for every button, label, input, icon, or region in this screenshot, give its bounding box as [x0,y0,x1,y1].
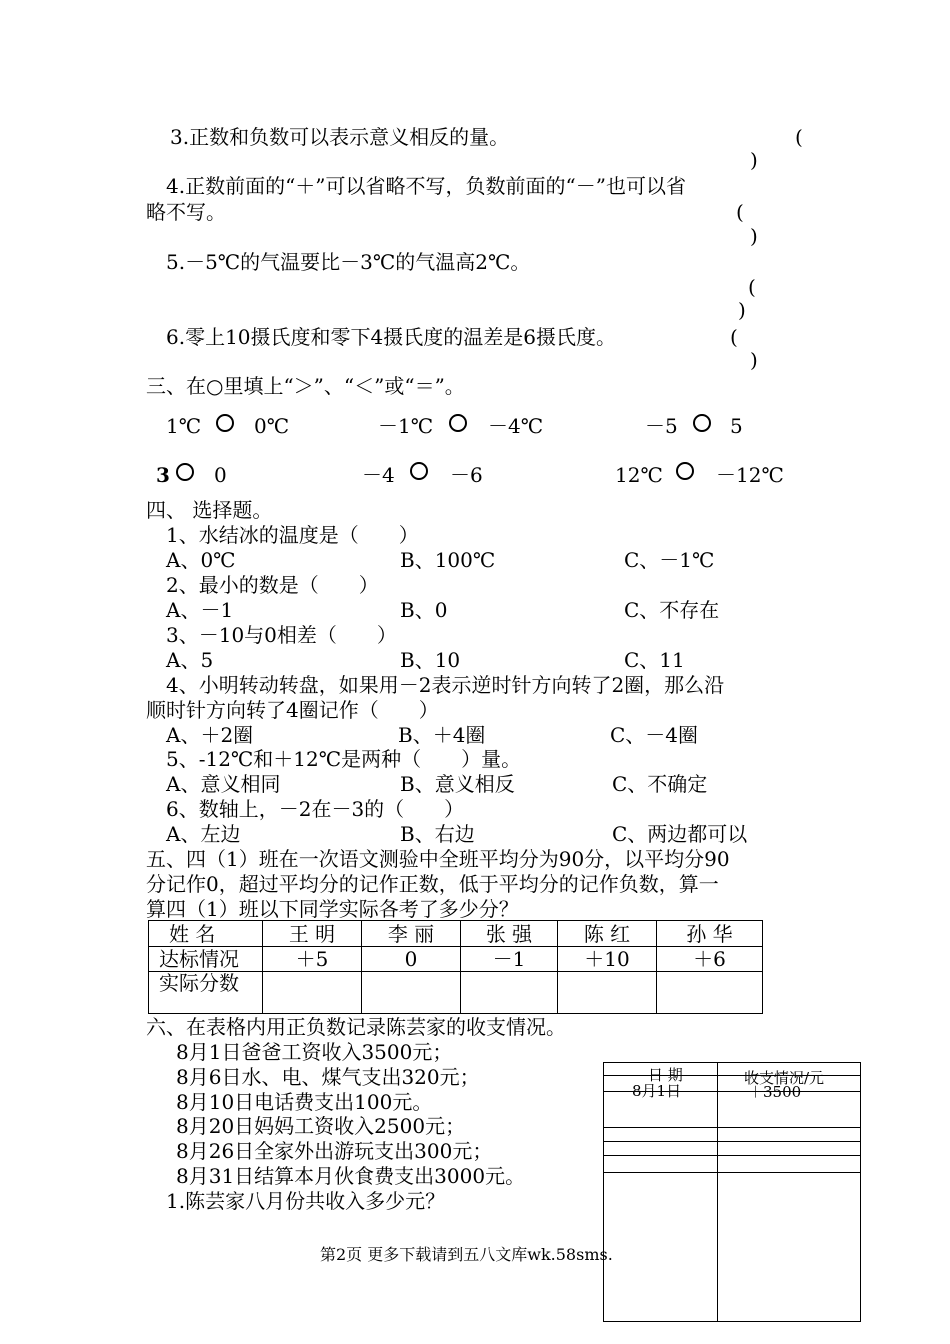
judge-q4-paren-close: ) [750,224,758,248]
compare-5-left: －4 [362,463,395,487]
table-cell: ＋6 [657,947,763,972]
ledger-amount: ＋3500 [748,1083,802,1101]
table-row [149,972,763,1014]
list-item: 8月26日全家外出游玩支出300元； [176,1139,493,1163]
ledger-divider [717,1063,718,1321]
choice-q2-a: A、－1 [166,598,234,622]
ledger-rule [604,1155,860,1156]
compare-circle[interactable] [693,414,711,432]
judge-q3-paren-open: ( [795,125,803,149]
choice-q1-a: A、0℃ [166,548,236,572]
table-header: 王 明 [263,921,362,947]
table-header: 陈 红 [558,921,657,947]
table-header: 李 丽 [362,921,461,947]
section6-question: 1.陈芸家八月份共收入多少元？ [166,1189,446,1213]
compare-4-right: 0 [214,463,227,487]
answer-cell[interactable] [362,972,461,1014]
list-item: 8月10日电话费支出100元。 [176,1090,433,1114]
choice-q3-a: A、5 [166,648,214,672]
table-row [149,921,763,947]
page-footer: 第2页 更多下载请到五八文库wk.58sms. [320,1245,613,1264]
compare-1-left: 1℃ [166,414,202,438]
section5-line1: 五、四（1）班在一次语文测验中全班平均分为90分，以平均分90 [146,847,730,871]
choice-q2-b: B、0 [400,598,448,622]
answer-cell[interactable] [657,972,763,1014]
ledger-table [603,1062,861,1322]
compare-6-right: －12℃ [716,463,784,487]
section3-title: 三、在○里填上“＞”、“＜”或“＝”。 [146,374,465,398]
table-cell: ＋5 [263,947,362,972]
table-header: 张 强 [461,921,558,947]
choice-q4-c: C、－4圈 [610,723,699,747]
ledger-rule [604,1127,860,1128]
choice-q4-line1: 4、小明转动转盘，如果用－2表示逆时针方向转了2圈，那么沿 [166,673,725,697]
choice-q2: 2、最小的数是（ ） [166,573,379,597]
answer-cell[interactable] [461,972,558,1014]
table-cell: 达标情况 [149,947,263,972]
choice-q1-b: B、100℃ [400,548,496,572]
choice-q4-line2: 顺时针方向转了4圈记作（ ） [146,698,439,722]
judge-q4-line2: 略不写。 [146,200,226,224]
judge-q6-paren-close: ) [750,348,758,372]
choice-q2-c: C、不存在 [624,598,720,622]
table-header: 姓 名 [149,921,263,947]
ledger-header-date: 日 期 [648,1066,683,1084]
table-cell: 实际分数 [149,972,263,1014]
judge-q6: 6.零上10摄氏度和零下4摄氏度的温差是6摄氏度。 [166,325,616,349]
ledger-rule [604,1141,860,1142]
choice-q3-c: C、11 [624,648,685,672]
section6-title: 六、在表格内用正负数记录陈芸家的收支情况。 [146,1015,566,1039]
list-item: 8月6日水、电、煤气支出320元； [176,1065,480,1089]
compare-circle[interactable] [410,462,428,480]
table-cell: －1 [461,947,558,972]
compare-circle[interactable] [176,463,194,481]
choice-q1-c: C、－1℃ [624,548,715,572]
judge-q3: 3.正数和负数可以表示意义相反的量。 [170,125,510,149]
answer-cell[interactable] [558,972,657,1014]
ledger-date: 8月1日 [632,1082,682,1100]
answer-cell[interactable] [263,972,362,1014]
ledger-rule [604,1172,860,1173]
choice-q5-a: A、意义相同 [166,772,281,796]
list-item: 8月1日爸爸工资收入3500元； [176,1040,453,1064]
judge-q3-paren-close: ) [750,148,758,172]
choice-q6-b: B、右边 [400,822,475,846]
table-cell: 0 [362,947,461,972]
compare-3-right: 5 [730,414,743,438]
list-item: 8月20日妈妈工资收入2500元； [176,1114,466,1138]
score-table [148,920,763,1014]
judge-q5-paren-close: ) [738,298,746,322]
compare-5-right: －6 [450,463,483,487]
ledger-header-amount: 收支情况/元 [744,1069,825,1087]
list-item: 8月31日结算本月伙食费支出3000元。 [176,1164,526,1188]
choice-q5-c: C、不确定 [612,772,708,796]
table-row [149,947,763,972]
choice-q1: 1、水结冰的温度是（ ） [166,523,419,547]
compare-4-left: 3 [156,463,170,487]
compare-6-left: 12℃ [615,463,663,487]
compare-2-left: －1℃ [378,414,434,438]
choice-q5-b: B、意义相反 [400,772,515,796]
choice-q6-a: A、左边 [166,822,241,846]
choice-q5: 5、-12℃和＋12℃是两种（ ）量。 [166,747,522,771]
judge-q4-line1: 4.正数前面的“＋”可以省略不写，负数前面的“－”也可以省 [166,174,686,198]
section5-line3: 算四（1）班以下同学实际各考了多少分？ [146,897,519,921]
compare-1-right: 0℃ [254,414,290,438]
section5-line2: 分记作0，超过平均分的记作正数，低于平均分的记作负数，算一 [146,872,719,896]
compare-3-left: －5 [645,414,678,438]
choice-q6-c: C、两边都可以 [612,822,748,846]
compare-circle[interactable] [216,414,234,432]
judge-q5-paren-open: ( [748,275,756,299]
judge-q5: 5.－5℃的气温要比－3℃的气温高2℃。 [166,250,531,274]
table-header: 孙 华 [657,921,763,947]
table-cell: ＋10 [558,947,657,972]
choice-q6: 6、数轴上，－2在－3的（ ） [166,797,465,821]
compare-2-right: －4℃ [488,414,544,438]
choice-q3-b: B、10 [400,648,461,672]
choice-q4-a: A、＋2圈 [166,723,254,747]
compare-circle[interactable] [676,462,694,480]
judge-q4-paren-open: ( [736,200,744,224]
choice-q4-b: B、＋4圈 [398,723,486,747]
judge-q6-paren-open: ( [730,325,738,349]
choice-q3: 3、－10与0相差（ ） [166,623,397,647]
section4-title: 四、 选择题。 [146,498,273,522]
compare-circle[interactable] [449,414,467,432]
